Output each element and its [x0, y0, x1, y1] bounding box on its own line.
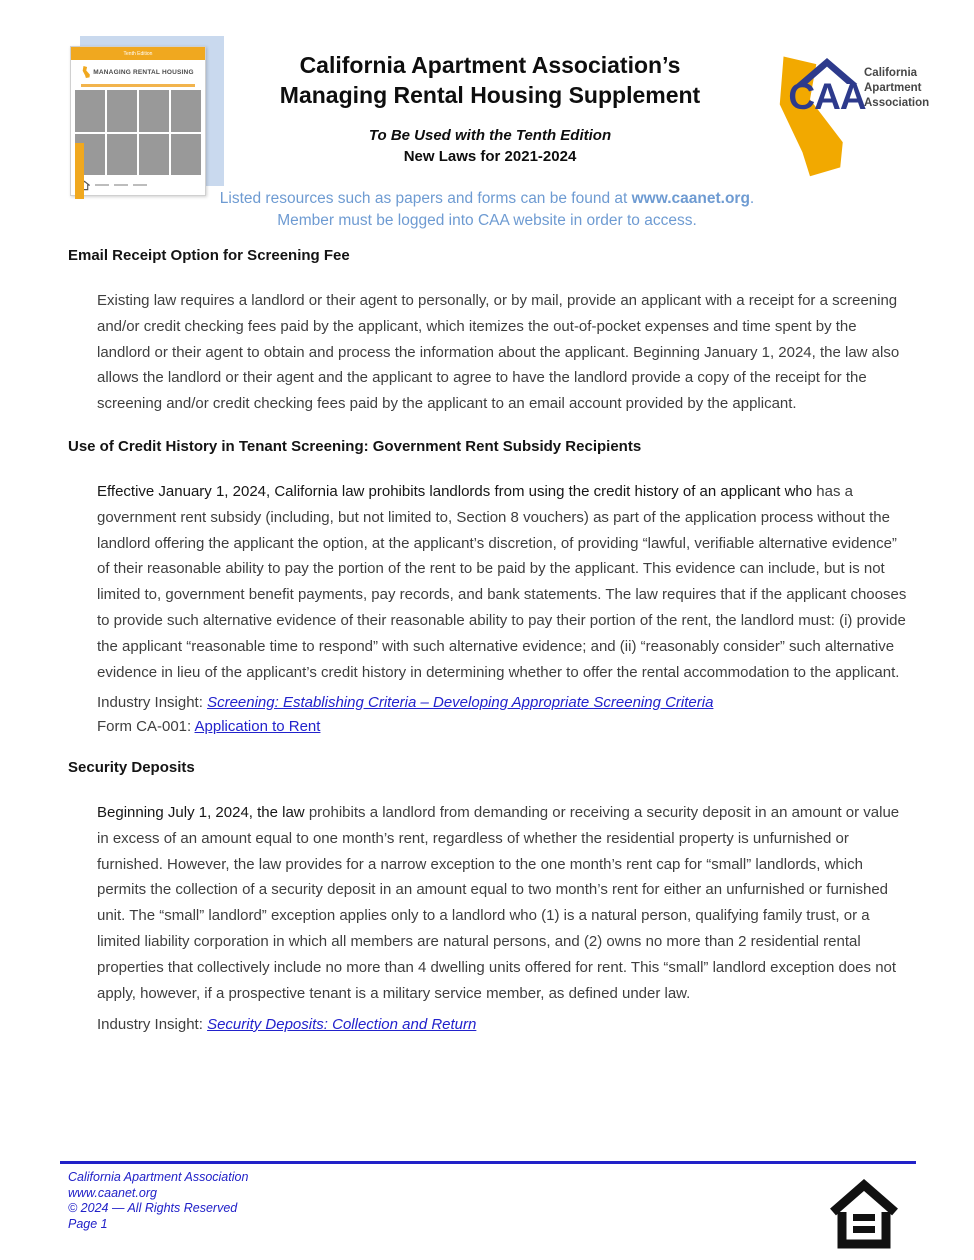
- book-cover-front: [70, 46, 206, 196]
- cover-photo: [75, 90, 105, 132]
- paragraph-text: Existing law requires a landlord or their agent to personally, or by mail, provide an applicant with a receipt for a screening and/or credit checking fees paid by the applicant, which itemizes the out-of-pocket expenses and time spent by the landlord or their agent to obtain and process the information about the applicant. Beginning January 1, 2024, the law also allows the landlord or their agent and the applicant to agree to have the landlord provide a copy of the receipt for the screening and/or credit checking fees paid by the applicant to an email account provided by the applicant.: [97, 292, 900, 413]
- book-cover-thumbnail: [70, 36, 226, 196]
- credit-history-links: [97, 691, 910, 739]
- footer-copyright: © 2024 — All Rights Reserved: [68, 1201, 238, 1215]
- footer-page-number: Page 1: [68, 1216, 108, 1231]
- caa-logo: [758, 42, 958, 182]
- document-subtitle-line2: New Laws for 2021-2024: [403, 148, 577, 165]
- screening-criteria-link[interactable]: Screening: Establishing Criteria – Developing Appropriate Screening Criteria: [207, 694, 714, 711]
- book-cover-edition-band: [71, 47, 205, 60]
- caa-name-line3: Association: [864, 97, 930, 109]
- paragraph-text: has a government rent subsidy (including, but not limited to, Section 8 vouchers) as part of the application process without the landlord offering the applicant the option, at the applicant’s discretion, of providing “lawful, verifiable alternative evidence” of their reasonable ability to pay the portion of the rent to be paid by the applicant. This evidence can include, but is not limited to, government benefit payments, pay records, and bank statements. The law requires that if the applicant chooses to provide such alternative evidence of their reasonable ability to pay their portion of the rent, the landlord must: (i) provide the applicant “reasonable time to respond” with such alternative evidence; and (ii) “reasonably consider” such alternative evidence in lieu of the applicant’s credit history in determining whether to offer the rental accommodation to the applicant.: [97, 483, 907, 681]
- footer-divider: [60, 1161, 916, 1164]
- book-cover-title: MANAGING RENTAL HOUSING: [93, 68, 194, 76]
- link-label: Form CA-001:: [97, 718, 195, 735]
- cover-footer-text-bar: [114, 184, 128, 186]
- caa-name-line2: Apartment: [864, 82, 922, 94]
- footer-association: California Apartment Association: [68, 1170, 249, 1184]
- book-cover-photo-grid: [71, 90, 205, 175]
- section-heading-security-deposits: Security Deposits: [68, 759, 195, 776]
- section-paragraph-email-receipt: [97, 288, 910, 417]
- paragraph-text: prohibits a landlord from demanding or receiving a security deposit in an amount or value in excess of an amount equal to one month’s rent, regardless of whether the residential property is unfurnished or furnished. However, the law provides for a narrow exception to the one month’s rent cap for “small” landlords, which permits the collection of a security deposit in an amount equal to two month’s rent for either an unfurnished or furnished unit. The “small” landlord” exception applies only to a landlord who (1) is a natural person, qualifying family trust, or a limited liability corporation in which all members are natural persons, and (2) owns no more than 2 residential rental properties that collectively include no more than 4 dwelling units offered for rent. This “small” landlord exception does not apply, however, if a prospective tenant is a military service member, as defined under law.: [97, 804, 900, 1002]
- footer-url: www.caanet.org: [68, 1185, 157, 1200]
- section-paragraph-credit-history: [97, 479, 910, 685]
- resources-notice-line2: Member must be logged into CAA website in order to access.: [277, 212, 697, 229]
- caa-name-line1: California: [864, 67, 918, 79]
- cover-footer-text-bar: [133, 184, 147, 186]
- notice-suffix: .: [749, 190, 755, 207]
- book-cover-edition-label: Tenth Edition: [123, 50, 153, 57]
- paragraph-lead-text: Effective January 1, 2024, California law prohibits landlords from using the credit history of an applicant who: [97, 483, 813, 500]
- notice-prefix: Listed resources such as papers and forms can be found at: [219, 190, 632, 207]
- book-cover-subtitle-line: [81, 84, 195, 87]
- caa-logo-name: [864, 66, 929, 111]
- document-title: [228, 50, 752, 110]
- caa-acronym-mark: [784, 58, 870, 117]
- cover-photo: [171, 90, 201, 132]
- security-deposits-link[interactable]: Security Deposits: Collection and Return: [207, 1016, 477, 1033]
- industry-insight-line: [97, 1013, 910, 1037]
- form-ca001-line: [97, 715, 910, 739]
- california-mini-icon: [82, 66, 90, 78]
- caa-acronym-text: CAA: [788, 76, 866, 117]
- document-title-line2: Managing Rental Housing Supplement: [279, 82, 701, 108]
- security-deposits-links: [97, 1013, 910, 1037]
- cover-photo: [139, 134, 169, 176]
- link-label: Industry Insight:: [97, 694, 208, 711]
- industry-insight-line: [97, 691, 910, 715]
- footer-text: [68, 1170, 248, 1232]
- notice-url: www.caanet.org: [631, 190, 750, 207]
- document-header: [228, 50, 752, 167]
- cover-photo: [107, 90, 137, 132]
- cover-photo: [171, 134, 201, 176]
- document-title-line1: California Apartment Association’s: [299, 52, 681, 78]
- link-label: Industry Insight:: [97, 1016, 208, 1033]
- document-subtitle: [228, 125, 752, 167]
- book-cover-titlebar: [71, 60, 205, 84]
- section-heading-email-receipt: Email Receipt Option for Screening Fee: [68, 247, 350, 264]
- paragraph-lead-text: Beginning July 1, 2024, the law: [97, 804, 305, 821]
- section-paragraph-security-deposits: [97, 800, 910, 1006]
- resources-notice-line1: [0, 188, 974, 210]
- section-heading-credit-history: Use of Credit History in Tenant Screening: Government Rent Subsidy Recipients: [68, 438, 642, 455]
- cover-footer-text-bar: [95, 184, 109, 186]
- cover-photo: [107, 134, 137, 176]
- equal-housing-opportunity-icon: [828, 1178, 900, 1252]
- cover-photo: [139, 90, 169, 132]
- application-to-rent-link[interactable]: Application to Rent: [194, 718, 321, 735]
- document-subtitle-line1: To Be Used with the Tenth Edition: [368, 127, 612, 144]
- resources-notice: [0, 188, 974, 232]
